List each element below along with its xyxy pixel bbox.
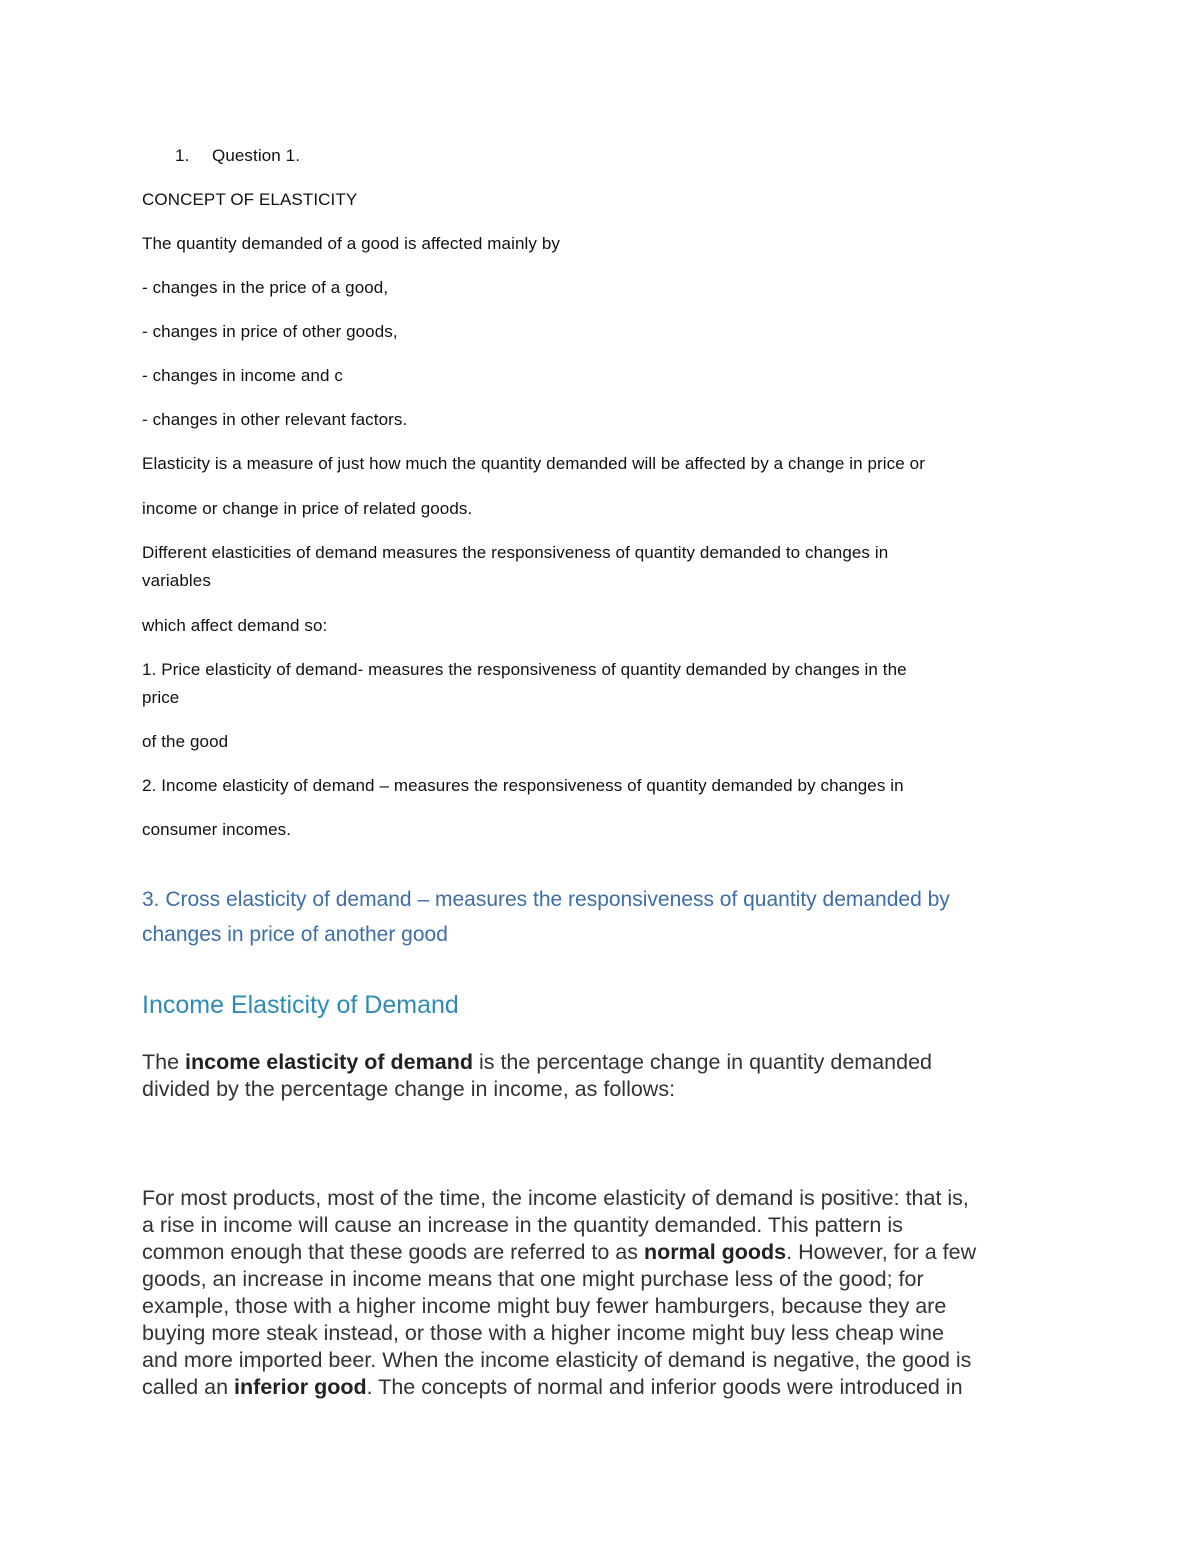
- body-line: consumer incomes.: [142, 820, 292, 839]
- blue-line: changes in price of another good: [142, 923, 448, 946]
- text-run: common enough that these goods are referred to as: [142, 1240, 644, 1264]
- bold-term: normal goods: [643, 1240, 787, 1264]
- paragraph-line: [142, 1375, 963, 1400]
- body-line: income or change in price of related goods.: [142, 499, 473, 518]
- paragraph-line: goods, an increase in income means that one might purchase less of the good; for: [142, 1267, 924, 1291]
- body-line: of the good: [142, 732, 229, 751]
- text-run: is the percentage change in quantity demanded: [472, 1050, 932, 1074]
- paragraph-line: buying more steak instead, or those with a higher income might buy less cheap wine: [142, 1321, 944, 1345]
- bullet-line: - changes in the price of a good,: [142, 278, 389, 297]
- text-run: . The concepts of normal and inferior goods were introduced in: [366, 1375, 963, 1399]
- paragraph-line: a rise in income will cause an increase in the quantity demanded. This pattern is: [142, 1213, 903, 1237]
- section-heading: Income Elasticity of Demand: [142, 991, 459, 1019]
- body-line: which affect demand so:: [142, 616, 328, 635]
- text-run: called an: [142, 1375, 235, 1399]
- paragraph-line: example, those with a higher income might buy fewer hamburgers, because they are: [142, 1294, 947, 1318]
- paragraph-line: [142, 1050, 932, 1075]
- intro-line: The quantity demanded of a good is affected mainly by: [142, 234, 560, 253]
- body-line: price: [142, 688, 180, 707]
- body-line: 1. Price elasticity of demand- measures the responsiveness of quantity demanded by changes in the: [142, 660, 907, 679]
- body-line: 2. Income elasticity of demand – measures the responsiveness of quantity demanded by changes in: [142, 776, 904, 795]
- list-number: 1.: [175, 146, 190, 165]
- paragraph-line: [142, 1240, 976, 1265]
- paragraph-line: and more imported beer. When the income elasticity of demand is negative, the good is: [142, 1348, 972, 1372]
- body-line: Different elasticities of demand measures the responsiveness of quantity demanded to changes in: [142, 543, 889, 562]
- bullet-line: - changes in other relevant factors.: [142, 410, 408, 429]
- paragraph-line: For most products, most of the time, the income elasticity of demand is positive: that is,: [142, 1186, 969, 1210]
- bullet-line: - changes in income and c: [142, 366, 343, 385]
- text-run: . However, for a few: [786, 1240, 977, 1264]
- bullet-line: - changes in price of other goods,: [142, 322, 398, 341]
- blue-line: 3. Cross elasticity of demand – measures the responsiveness of quantity demanded by: [142, 888, 950, 911]
- body-line: variables: [142, 571, 211, 590]
- list-text: Question 1.: [212, 146, 301, 165]
- body-line: Elasticity is a measure of just how much the quantity demanded will be affected by a change in price or: [142, 454, 925, 473]
- section-title: CONCEPT OF ELASTICITY: [142, 190, 358, 209]
- bold-term: inferior good: [234, 1375, 367, 1399]
- text-run: The: [142, 1050, 186, 1074]
- paragraph-line: divided by the percentage change in income, as follows:: [142, 1077, 676, 1101]
- bold-term: income elasticity of demand: [185, 1050, 473, 1074]
